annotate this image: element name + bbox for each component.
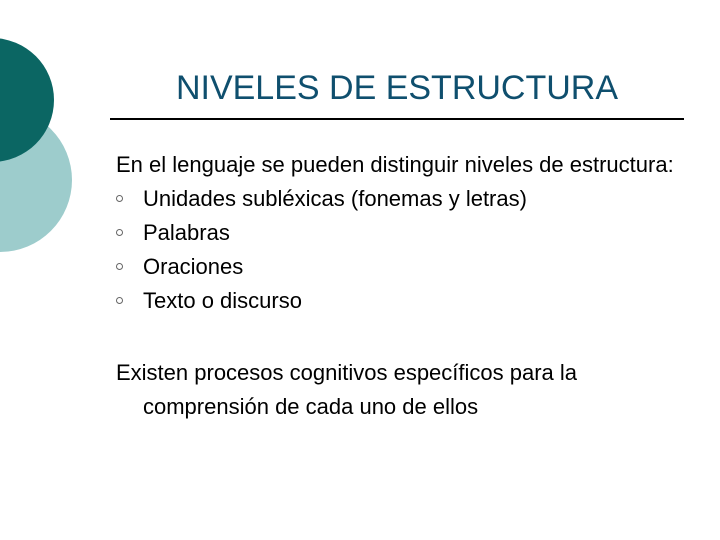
list-item	[116, 250, 706, 284]
intro-paragraph: En el lenguaje se pueden distinguir niveles de estructura:	[116, 152, 674, 177]
spacer	[116, 318, 706, 356]
list-item	[116, 182, 706, 216]
slide-title: NIVELES DE ESTRUCTURA	[175, 69, 619, 107]
list-item	[116, 216, 706, 250]
circle-bullet-icon	[116, 195, 123, 202]
list-item	[116, 284, 706, 318]
closing-paragraph: Existen procesos cognitivos específicos para la comprensión de cada uno de ellos	[116, 360, 578, 419]
list-item-label: Texto o discurso	[143, 288, 302, 313]
title-divider	[110, 118, 684, 120]
list-item-label: Unidades subléxicas (fonemas y letras)	[143, 186, 527, 211]
circle-bullet-icon	[116, 229, 123, 236]
circle-bullet-icon	[116, 263, 123, 270]
structure-levels-list	[116, 182, 706, 318]
list-item-label: Oraciones	[143, 254, 244, 279]
list-item-label: Palabras	[143, 220, 230, 245]
circle-bullet-icon	[116, 297, 123, 304]
slide-body	[116, 148, 706, 424]
